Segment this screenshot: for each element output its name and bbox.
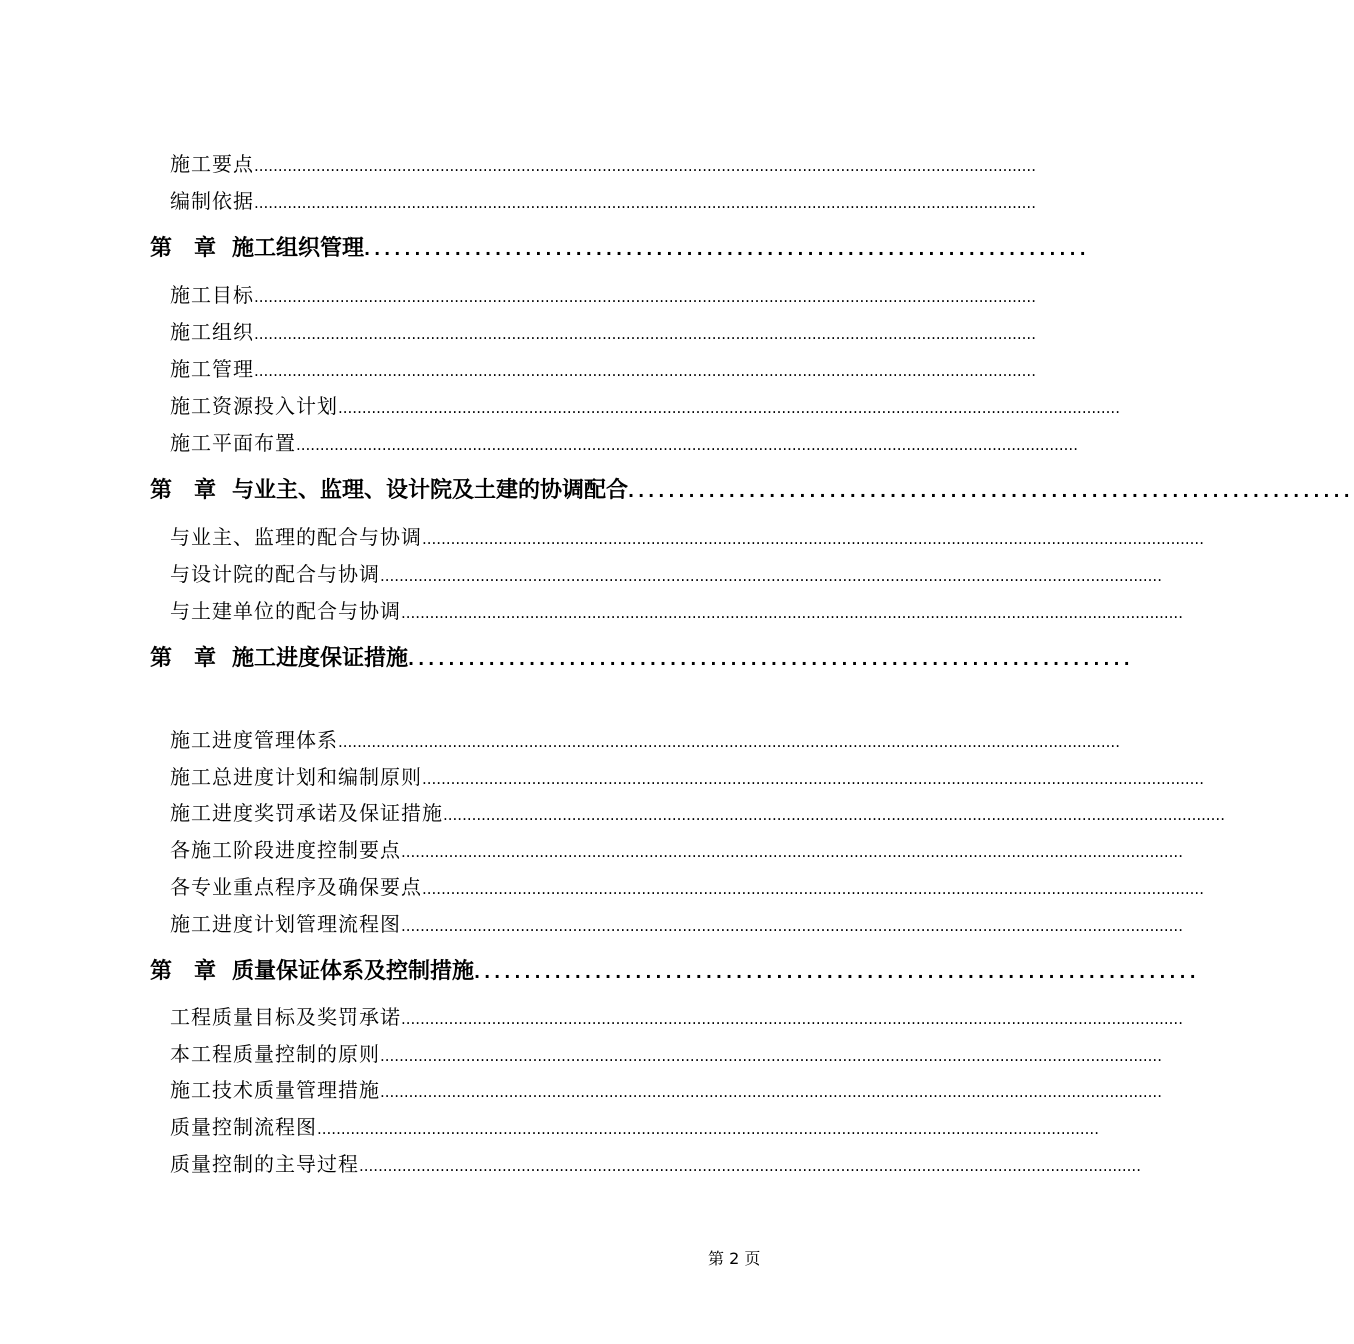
toc-chapter-coordination[interactable]: [150, 473, 1354, 503]
dot-leader: ....................................................................................................................................................................: [380, 1047, 1162, 1065]
toc-entry[interactable]: [170, 797, 1225, 825]
chapter-number: 第 章: [150, 478, 217, 503]
toc-entry-title: 施工技术质量管理措施: [170, 1078, 380, 1102]
toc-entry-title: 施工进度计划管理流程图: [170, 912, 401, 936]
chapter-title: 质量保证体系及控制措施: [232, 959, 475, 984]
toc-entry-title: 质量控制流程图: [170, 1115, 317, 1139]
toc-entry-title: 质量控制的主导过程: [170, 1152, 359, 1176]
toc-entry[interactable]: [170, 1148, 1141, 1176]
toc-entry-title: 各专业重点程序及确保要点: [170, 875, 422, 899]
toc-entry-title: 本工程质量控制的原则: [170, 1042, 380, 1066]
toc-entry[interactable]: [170, 279, 1036, 307]
toc-entry[interactable]: [170, 427, 1078, 455]
dot-leader: ....................................................................................................................................................................: [422, 530, 1204, 548]
chapter-title: 与业主、监理、设计院及土建的协调配合: [232, 478, 629, 503]
dot-leader: ....................................................................................................................................................................: [338, 733, 1120, 751]
chapter-number: 第 章: [150, 959, 217, 984]
dot-leader: ....................................................................................................................................................................: [254, 362, 1036, 380]
toc-entry-construction-key-points[interactable]: [170, 148, 1036, 176]
toc-entry-compilation-basis[interactable]: [170, 185, 1036, 213]
toc-entry[interactable]: [170, 390, 1120, 418]
toc-entry-title: 施工要点: [170, 152, 254, 176]
dot-leader: ....................................................................................................................................................................: [254, 288, 1036, 306]
toc-entry[interactable]: [170, 353, 1036, 381]
dot-leader: ....................................................................................................................................................................: [401, 604, 1183, 622]
toc-entry-title: 与土建单位的配合与协调: [170, 599, 401, 623]
toc-entry[interactable]: [170, 316, 1036, 344]
toc-entry[interactable]: [170, 521, 1204, 549]
dot-leader: ........................................................................: [474, 963, 1200, 982]
dot-leader: ....................................................................................................................................................................: [401, 1010, 1183, 1028]
toc-entry-title: 施工组织: [170, 320, 254, 344]
toc-entry-title: 施工目标: [170, 283, 254, 307]
toc-entry[interactable]: [170, 908, 1183, 936]
toc-entry[interactable]: [170, 595, 1183, 623]
page-number: 第 2 页: [708, 1249, 761, 1268]
chapter-title: 施工进度保证措施: [232, 646, 409, 671]
toc-entry-title: 施工资源投入计划: [170, 394, 338, 418]
dot-leader: ....................................................................................................................................................................: [338, 399, 1120, 417]
toc-entry[interactable]: [170, 1074, 1162, 1102]
toc-entry-title: 施工进度奖罚承诺及保证措施: [170, 801, 443, 825]
toc-entry[interactable]: [170, 834, 1183, 862]
dot-leader: ........................................................................: [364, 240, 1090, 259]
toc-entry[interactable]: [170, 871, 1204, 899]
toc-entry-title: 编制依据: [170, 189, 254, 213]
toc-entry-title: 施工平面布置: [170, 431, 296, 455]
dot-leader: ....................................................................................................................................................................: [359, 1157, 1141, 1175]
dot-leader: ........................................................................: [628, 482, 1354, 501]
dot-leader: ....................................................................................................................................................................: [254, 325, 1036, 343]
toc-chapter-quality-assurance[interactable]: [150, 954, 1200, 984]
toc-entry-title: 与设计院的配合与协调: [170, 562, 380, 586]
toc-entry-title: 工程质量目标及奖罚承诺: [170, 1005, 401, 1029]
dot-leader: ....................................................................................................................................................................: [401, 917, 1183, 935]
toc-entry-title: 施工管理: [170, 357, 254, 381]
dot-leader: ....................................................................................................................................................................: [380, 567, 1162, 585]
toc-entry-title: 各施工阶段进度控制要点: [170, 838, 401, 862]
toc-chapter-schedule-guarantee[interactable]: [150, 641, 1134, 671]
chapter-number: 第 章: [150, 236, 217, 261]
dot-leader: ....................................................................................................................................................................: [443, 806, 1225, 824]
dot-leader: ....................................................................................................................................................................: [422, 880, 1204, 898]
chapter-title: 施工组织管理: [232, 236, 365, 261]
toc-entry[interactable]: [170, 1111, 1099, 1139]
toc-entry[interactable]: [170, 1001, 1183, 1029]
dot-leader: ....................................................................................................................................................................: [254, 157, 1036, 175]
toc-entry[interactable]: [170, 558, 1162, 586]
dot-leader: ....................................................................................................................................................................: [254, 194, 1036, 212]
dot-leader: ....................................................................................................................................................................: [317, 1120, 1099, 1138]
toc-entry[interactable]: [170, 761, 1204, 789]
dot-leader: ....................................................................................................................................................................: [422, 770, 1204, 788]
toc-entry[interactable]: [170, 1038, 1162, 1066]
toc-entry-title: 施工总进度计划和编制原则: [170, 765, 422, 789]
dot-leader: ....................................................................................................................................................................: [380, 1083, 1162, 1101]
toc-entry-title: 施工进度管理体系: [170, 728, 338, 752]
chapter-number: 第 章: [150, 646, 217, 671]
dot-leader: ........................................................................: [408, 650, 1134, 669]
dot-leader: ....................................................................................................................................................................: [401, 843, 1183, 861]
toc-entry[interactable]: [170, 724, 1120, 752]
toc-chapter-construction-organization[interactable]: [150, 231, 1090, 261]
dot-leader: ....................................................................................................................................................................: [296, 436, 1078, 454]
toc-entry-title: 与业主、监理的配合与协调: [170, 525, 422, 549]
